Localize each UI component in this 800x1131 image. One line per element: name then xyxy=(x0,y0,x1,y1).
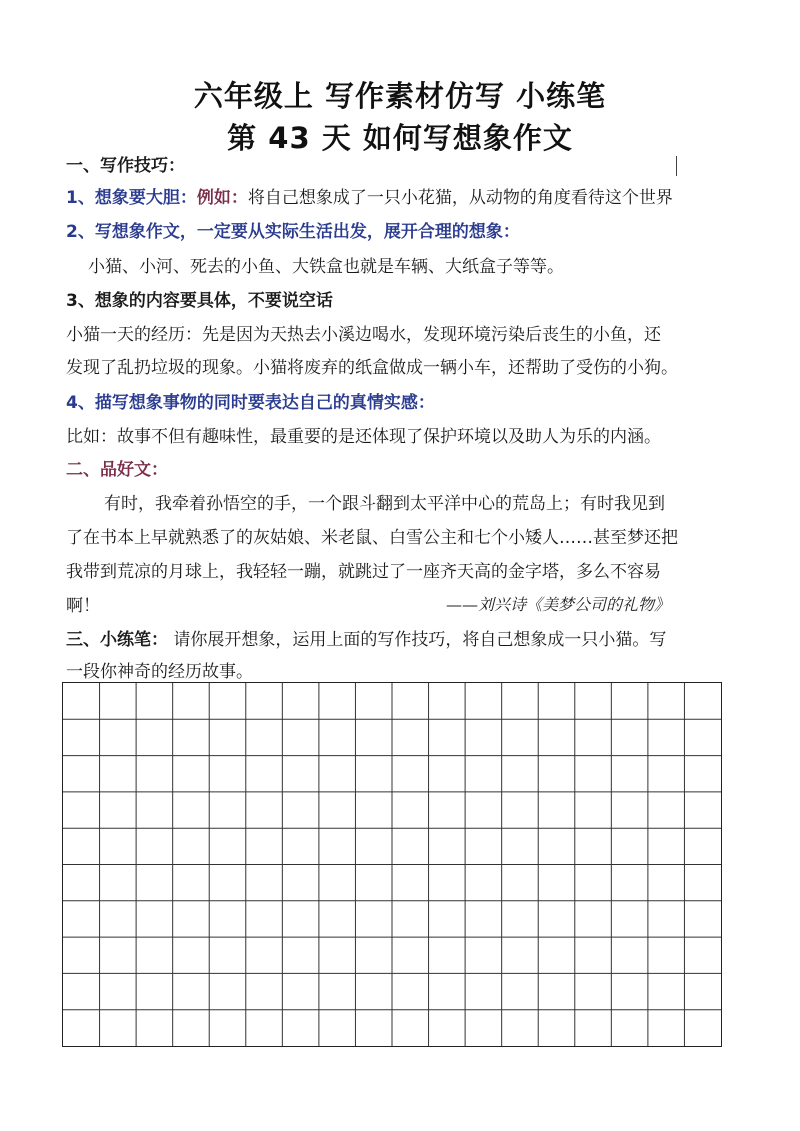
essay-citation: ——刘兴诗《美梦公司的礼物》 xyxy=(446,595,671,614)
writing-grid[interactable] xyxy=(62,682,722,1047)
tip4-text: 比如：故事不但有趣味性，最重要的是还体现了保护环境以及助人为乐的内涵。 xyxy=(66,427,661,447)
tip1-text: 将自己想象成了一只小花猫，从动物的角度看待这个世界 xyxy=(247,188,673,208)
tip3-text-line2: 发现了乱扔垃圾的现象。小猫将废弃的纸盒做成一辆小车，还帮助了受伤的小狗。 xyxy=(66,358,678,378)
essay-line1: 有时，我牵着孙悟空的手，一个跟斗翻到太平洋中心的荒岛上；有时我见到 xyxy=(104,494,665,514)
tip3-text-line1: 小猫一天的经历：先是因为天热去小溪边喝水，发现环境污染后丧生的小鱼，还 xyxy=(66,325,661,345)
stray-mark xyxy=(676,156,677,176)
section3-prompt: 请你展开想象，运用上面的写作技巧，将自己想象成一只小猫。写 xyxy=(173,630,667,650)
section2-heading: 二、品好文： xyxy=(66,460,168,480)
essay-line3: 我带到荒凉的月球上，我轻轻一蹦，就跳过了一座齐天高的金字塔，多么不容易 xyxy=(66,562,661,582)
section3-prompt-line2: 一段你神奇的经历故事。 xyxy=(66,662,253,682)
tip3-label: 3、想象的内容要具体，不要说空话 xyxy=(66,291,333,311)
tip2-text: 小猫、小河、死去的小鱼、大铁盒也就是车辆、大纸盒子等等。 xyxy=(88,257,564,277)
tip2-line xyxy=(66,220,746,244)
tip1-example-label: 例如： xyxy=(196,188,248,208)
page-title: 六年级上 写作素材仿写 小练笔 xyxy=(193,79,607,113)
tip4-line xyxy=(66,391,746,415)
tip4-label: 4、描写想象事物的同时要表达自己的真情实感： xyxy=(66,393,435,413)
writing-grid-lines xyxy=(63,683,723,1048)
section3-line1 xyxy=(66,628,746,652)
page-subtitle: 第 43 天 如何写想象作文 xyxy=(227,121,573,155)
tip1-line xyxy=(66,186,746,210)
section3-heading: 三、小练笔： xyxy=(66,630,168,650)
essay-line4: 啊！ xyxy=(66,596,100,616)
tip1-label: 1、想象要大胆： xyxy=(66,188,197,208)
section1-heading: 一、写作技巧： xyxy=(66,156,185,176)
essay-line2: 了在书本上早就熟悉了的灰姑娘、米老鼠、白雪公主和七个小矮人……甚至梦还把 xyxy=(66,528,678,548)
tip2-label: 2、写想象作文，一定要从实际生活出发，展开合理的想象： xyxy=(66,222,520,242)
